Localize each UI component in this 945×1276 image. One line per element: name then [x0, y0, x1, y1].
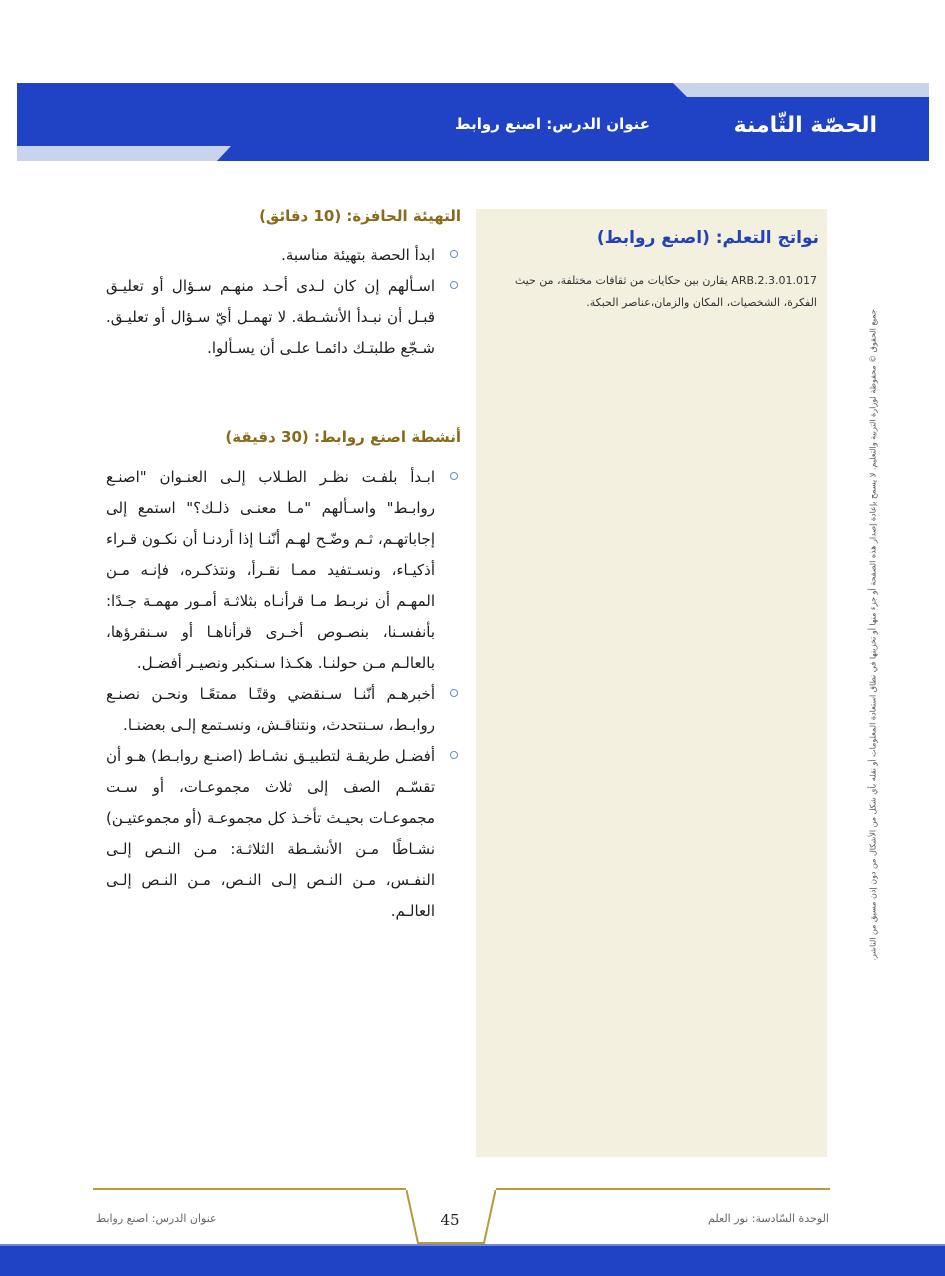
copyright-notice [862, 290, 884, 980]
warmup-list [106, 240, 461, 364]
list-item [106, 679, 461, 741]
bottom-bar [0, 1244, 945, 1276]
list-item-text: ابدأ الحصة بتهيئة مناسبة. [281, 246, 435, 264]
bullet-icon [450, 281, 458, 289]
outcome-text [492, 270, 817, 314]
header-accent-top [672, 83, 929, 97]
list-item-text: ابـدأ بلفـت نظـر الطـلاب إلـى العنـوان "اصنـع روابـط" واسـألهم "مـا معنـى ذلـك؟" استمع إلى إجاباتهـم، ثـم وضّـح لهـم أنّنـا إذا أردنـا أن نكـون قـراء أذكيـاء، ونسـتفيد ممـا نقـرأ، ونتذكـره، فإنـه مـن المهـم أن نربـط مـا قرأنـاه بثلاثـة أمـور مهمـة جـدًا: بأنفسـنا، بنصـوص أخـرى قرأناهـا أو سـنقرؤها، بالعالـم مـن حولنـا. هكـذا سـنكبر ونصيـر أفضـل. [106, 468, 435, 672]
footer-lesson: عنوان الدرس: اصنع روابط [96, 1212, 217, 1225]
outcome-description: يقارن بين حكايات من ثقافات مختلفة، من حيث الفكرة، الشخصيات، المكان والزمان،عناصر الحبكة. [514, 274, 817, 309]
bullet-icon [450, 472, 458, 480]
bullet-icon [450, 751, 458, 759]
lesson-title: عنوان الدرس: اصنع روابط [455, 115, 650, 133]
list-item-text: أفضـل طريقـة لتطبيـق نشـاط (اصنـع روابـط) هـو أن تقسّـم الصف إلى ثلاث مجموعـات، أو سـت مجموعـات بحيـث تأخـذ كل مجموعـة (أو مجموعتيـن) نشـاطًا مـن الأنشـطة الثلاثـة: مـن النـص إلـى النفـس، مـن النـص إلـى النـص، مـن النـص إلـى العالـم. [106, 747, 435, 920]
list-item-text: اسـألهم إن كان لـدى أحـد منهـم سـؤال أو تعليـق قبـل أن نبـدأ الأنشـطة. لا تهمـل أيّ سـؤال أو تعليـق. شـجّع طلبتـك دائمـا علـى أن يسـألوا. [106, 277, 435, 357]
list-item [106, 271, 461, 364]
outcomes-title: نواتج التعلم: (اصنع روابط) [596, 228, 819, 248]
activities-title: أنشطة اصنع روابط: (30 دقيقة) [225, 428, 461, 446]
outcome-code: ARB.2.3.01.017 [731, 274, 817, 287]
warmup-title: التهيئة الحافزة: (10 دقائق) [259, 207, 461, 225]
bullet-icon [450, 250, 458, 258]
footer-unit: الوحدة السّادسة: نور العلم [708, 1212, 829, 1225]
list-item-text: أخبرهـم أنّنـا سـنقضي وقتًـا ممتعًـا ونحـن نصنـع روابـط، سـنتحدث، ونتناقـش، ونسـتمع إلـى بعضنـا. [106, 685, 435, 734]
period-title: الحصّة الثّامنة [733, 113, 877, 138]
page-number: 45 [440, 1211, 460, 1229]
activities-list [106, 462, 461, 927]
list-item [106, 462, 461, 679]
bullet-icon [450, 689, 458, 697]
bottom-bar-highlight [0, 1244, 945, 1246]
list-item [106, 741, 461, 927]
copyright-text: جميع الحقوق © محفوظة لوزارة التربية والتعليم. لا يسمح بإعادة إصدار هذه الصفحة أو جزء منها أو تخزينها في نطاق استعادة المعلومات أو نقله بأي شكل من الأشكال من دون إذن مسبق من الناشر. [868, 309, 878, 961]
outcomes-panel [476, 209, 827, 1157]
list-item [106, 240, 461, 271]
